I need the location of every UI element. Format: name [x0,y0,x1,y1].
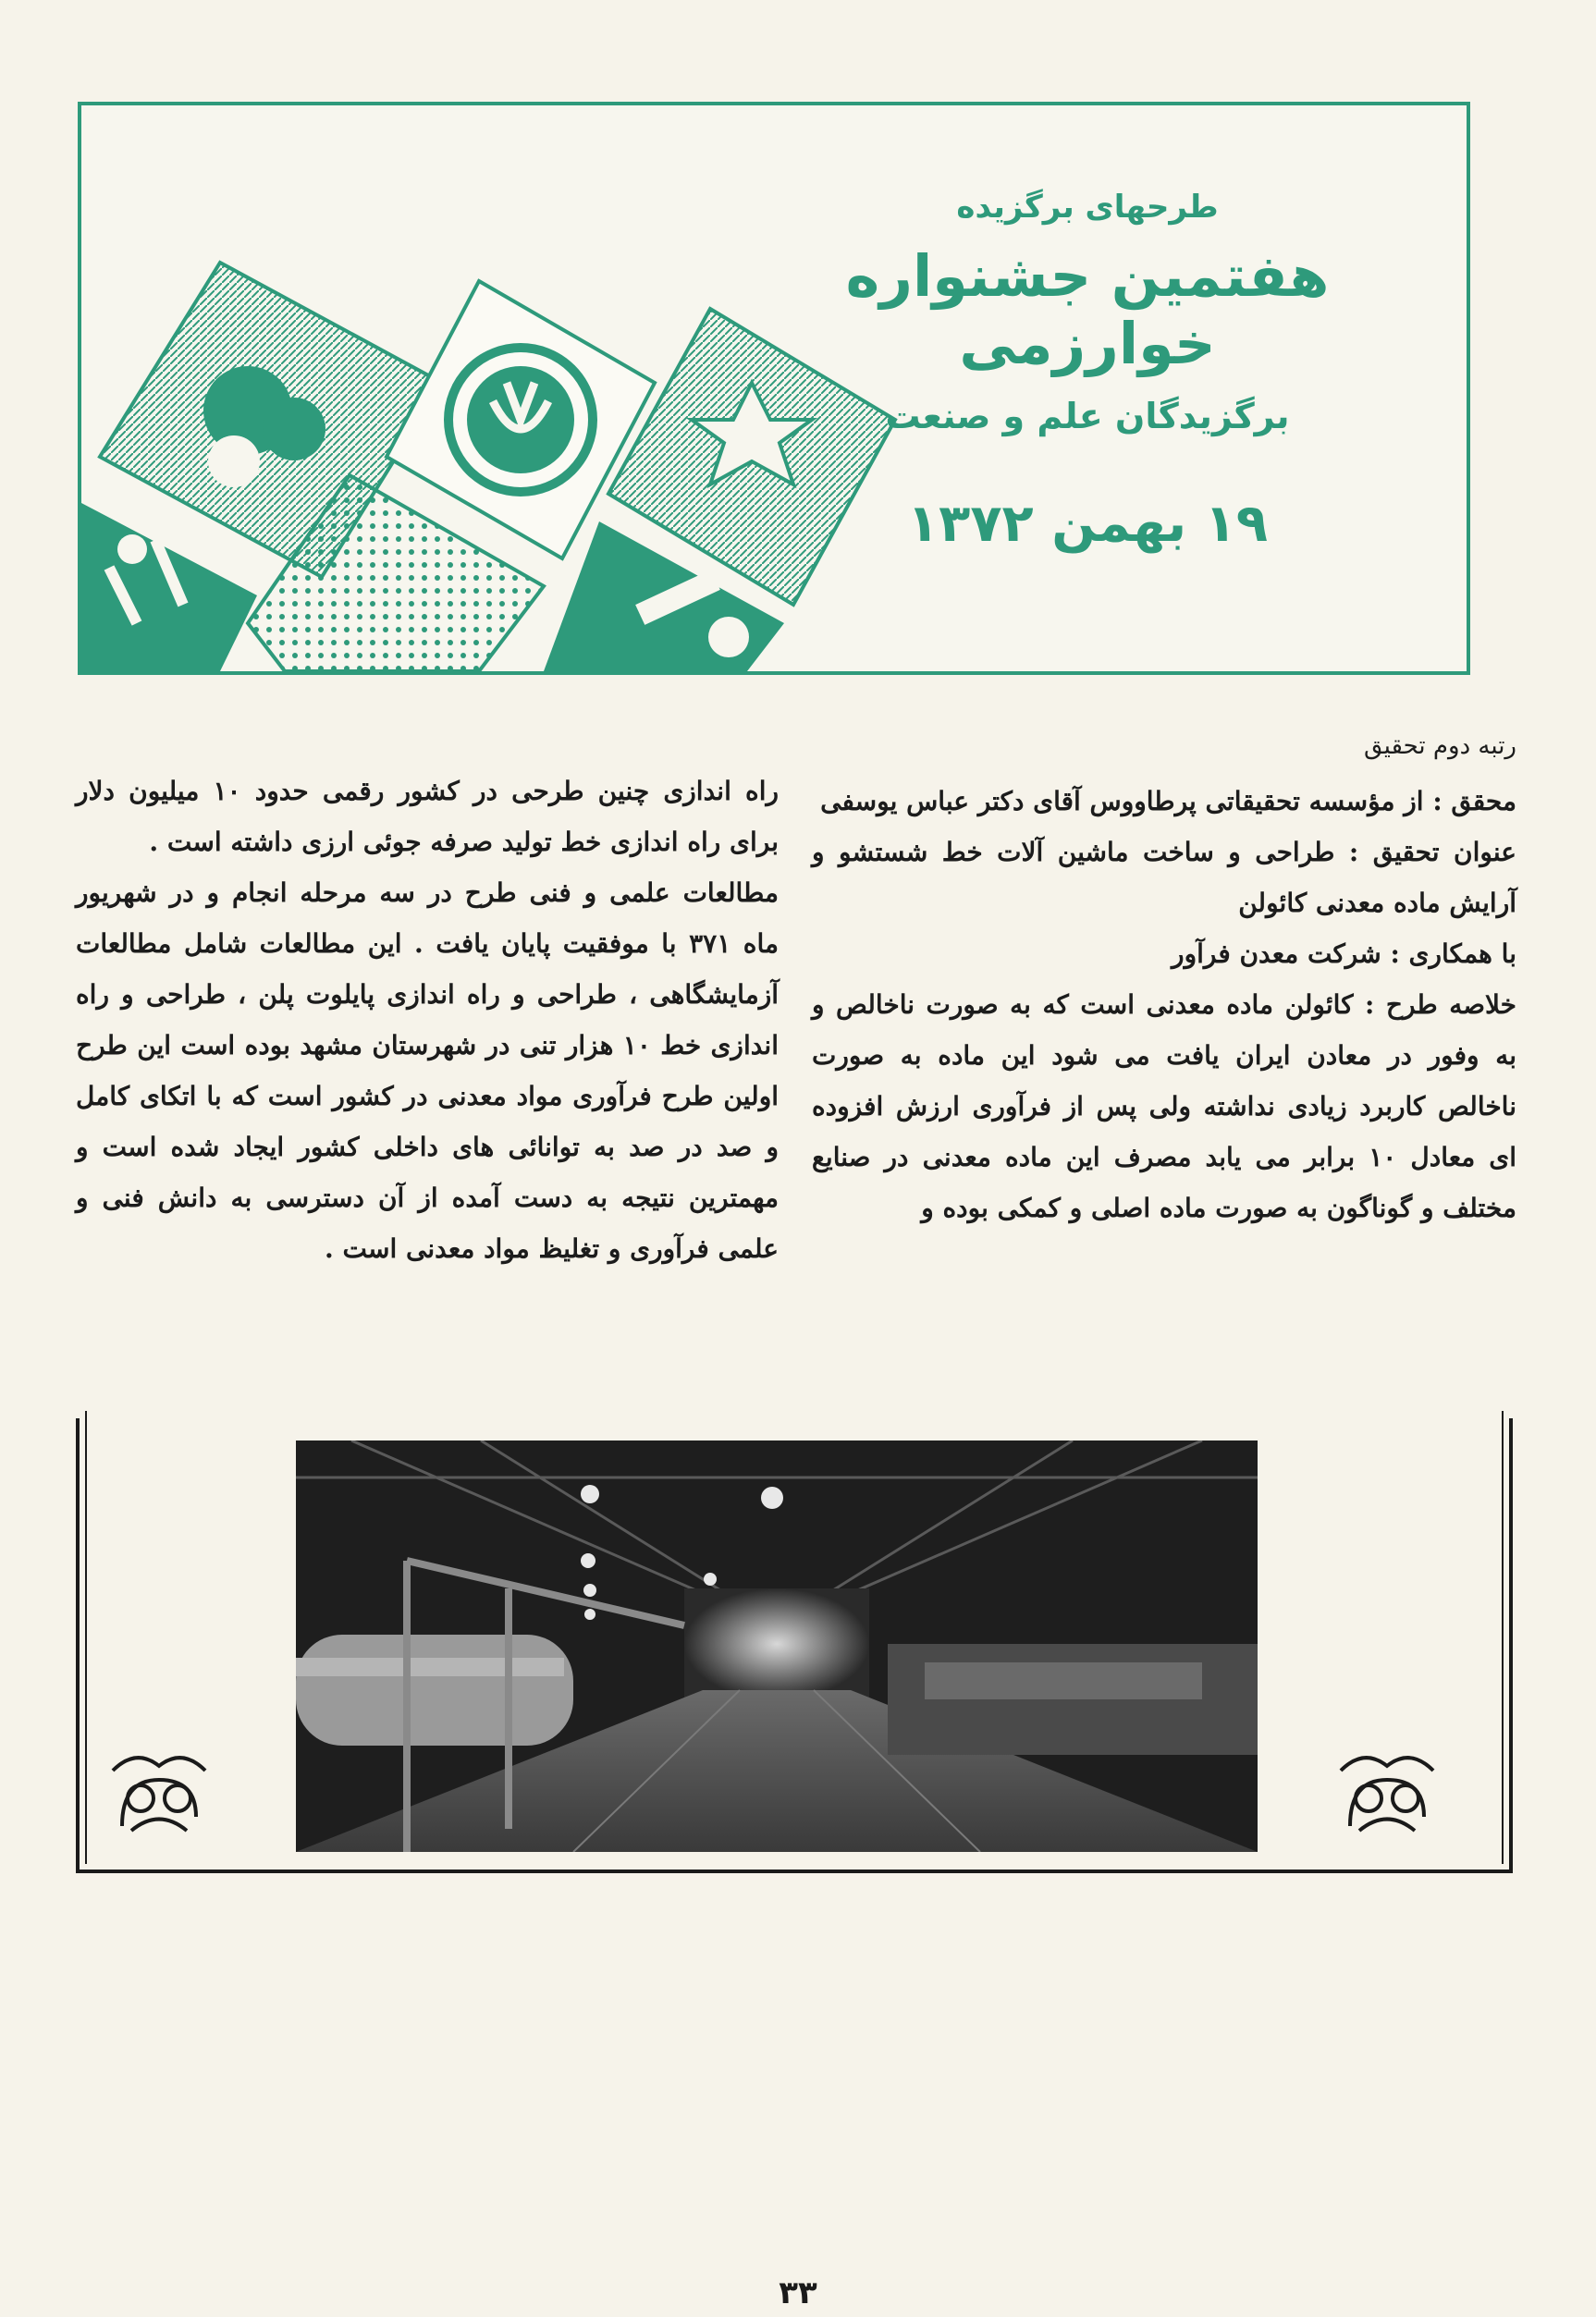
banner-date: ۱۹ بهمن ۱۳۷۲ [906,494,1268,554]
studies-paragraph: مطالعات علمی و فنی طرح در سه مرحله انجام و در شهریور ماه ۳۷۱ با موفقیت پایان یافت . این مطالعات شامل مطالعات آزمایشگاهی ، طراحی و راه اندازی پایلوت پلن ، طراحی و راه اندازی خط ۱۰ هزار تنی در شهرستان مشهد بوده است این طرح اولین طرح فرآوری مواد معدنی در کشور است که با اتکای کامل و صد در صد به توانائی های داخلی کشور ایجاد شده است و مهمترین نتیجه به دست آمده از آن دسترسی به دانش فنی و علمی فرآوری و تغلیظ مواد معدنی است . [76,877,780,1264]
continued-paragraph: راه اندازی چنین طرحی در کشور رقمی حدود ۱۰ میلیون دلار برای راه اندازی خط تولید صرفه جوئی ارزی داشته است . [76,776,779,857]
research-rank: رتبه دوم تحقیق [1363,732,1516,760]
research-title-paragraph: عنوان تحقیق : طراحی و ساخت ماشین آلات خط شستشو و آرایش ماده معدنی کائولن [812,837,1516,918]
festival-banner [78,102,1470,675]
banner-tagline: برگزیدگان علم و صنعت [885,396,1290,436]
summary-paragraph: خلاصه طرح : کائولن ماده معدنی است که به صورت ناخالص و به وفور در معادن ایران یافت می شود این ماده به صورت ناخالص کاربرد زیادی نداشته ولی پس از فرآوری ارزش افزوده ای معادل ۱۰ برابر می یابد مصرف این ماده معدنی در صنایع مختلف و گوناگون به صورت ماده اصلی و کمکی بوده و [812,989,1516,1223]
banner-text-block [764,189,1411,554]
page-number: ۳۳ [779,2274,817,2311]
banner-subtitle: طرحهای برگزیده [956,189,1219,226]
factory-hall-photo [296,1440,1258,1852]
factory-hall-illustration [296,1440,1258,1852]
collaborator-paragraph: با همکاری : شرکت معدن فرآور [1172,938,1516,969]
kiln-cylinder [296,1635,573,1746]
article-column-right [812,721,1516,1233]
researcher-paragraph: محقق : از مؤسسه تحقیقاتی پرطاووس آقای دکتر عباس یوسفی [820,786,1516,816]
emblem-tile-center [387,281,655,558]
banner-title: هفتمین جشنواره خوارزمی [845,242,1330,377]
ornament-right [1332,1743,1443,1845]
article-column-left [76,766,779,1274]
ornament-left [104,1743,215,1845]
